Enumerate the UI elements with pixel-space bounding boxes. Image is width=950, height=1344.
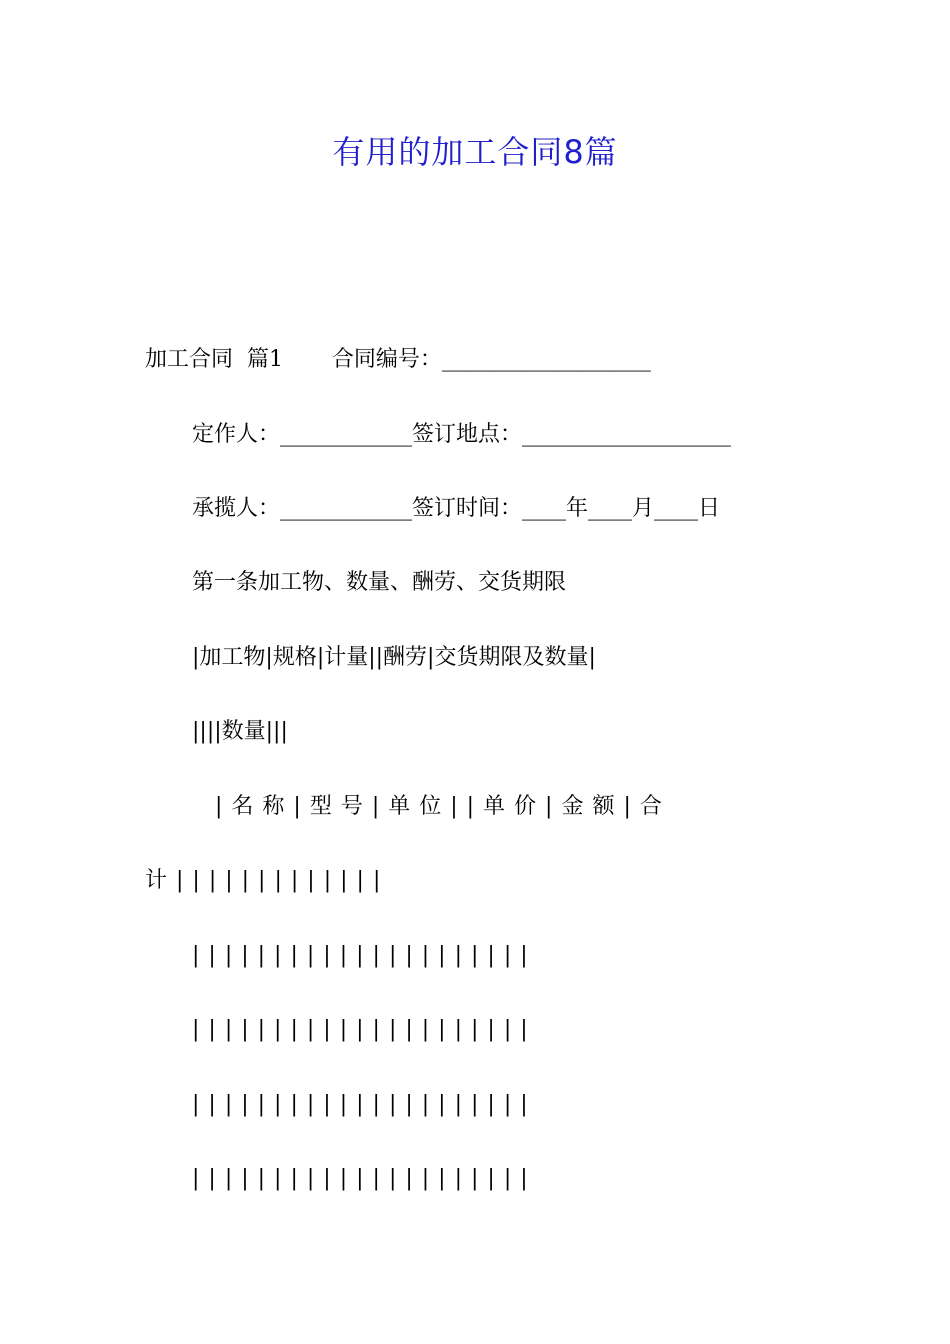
table-header-row-3: |名称|型号|单位||单价|金额|合 (215, 794, 671, 819)
table-row: ||||||||||||||||||||| (192, 1166, 537, 1191)
document-title: 有用的加工合同8篇 (332, 133, 618, 171)
table-row: ||||||||||||||||||||| (192, 1092, 537, 1117)
table-header-row-1: |加工物|规格|计量||酬劳|交货期限及数量| (192, 645, 596, 670)
table-row: ||||||||||||||||||||| (192, 943, 537, 968)
table-header-row-3-continued: 计||||||||||||| (145, 868, 390, 893)
article-one-heading: 第一条加工物、数量、酬劳、交货期限 (192, 570, 567, 595)
table-row: ||||||||||||||||||||| (192, 1017, 537, 1042)
contract-header-line: 加工合同 篇1 合同编号：___________________ (145, 347, 651, 372)
ordering-party-line: 定作人：____________签订地点：___________________ (192, 422, 732, 447)
contractor-line: 承揽人：____________签订时间：____年____月____日 (192, 496, 721, 521)
table-header-row-2: ||||数量||| (192, 719, 288, 744)
